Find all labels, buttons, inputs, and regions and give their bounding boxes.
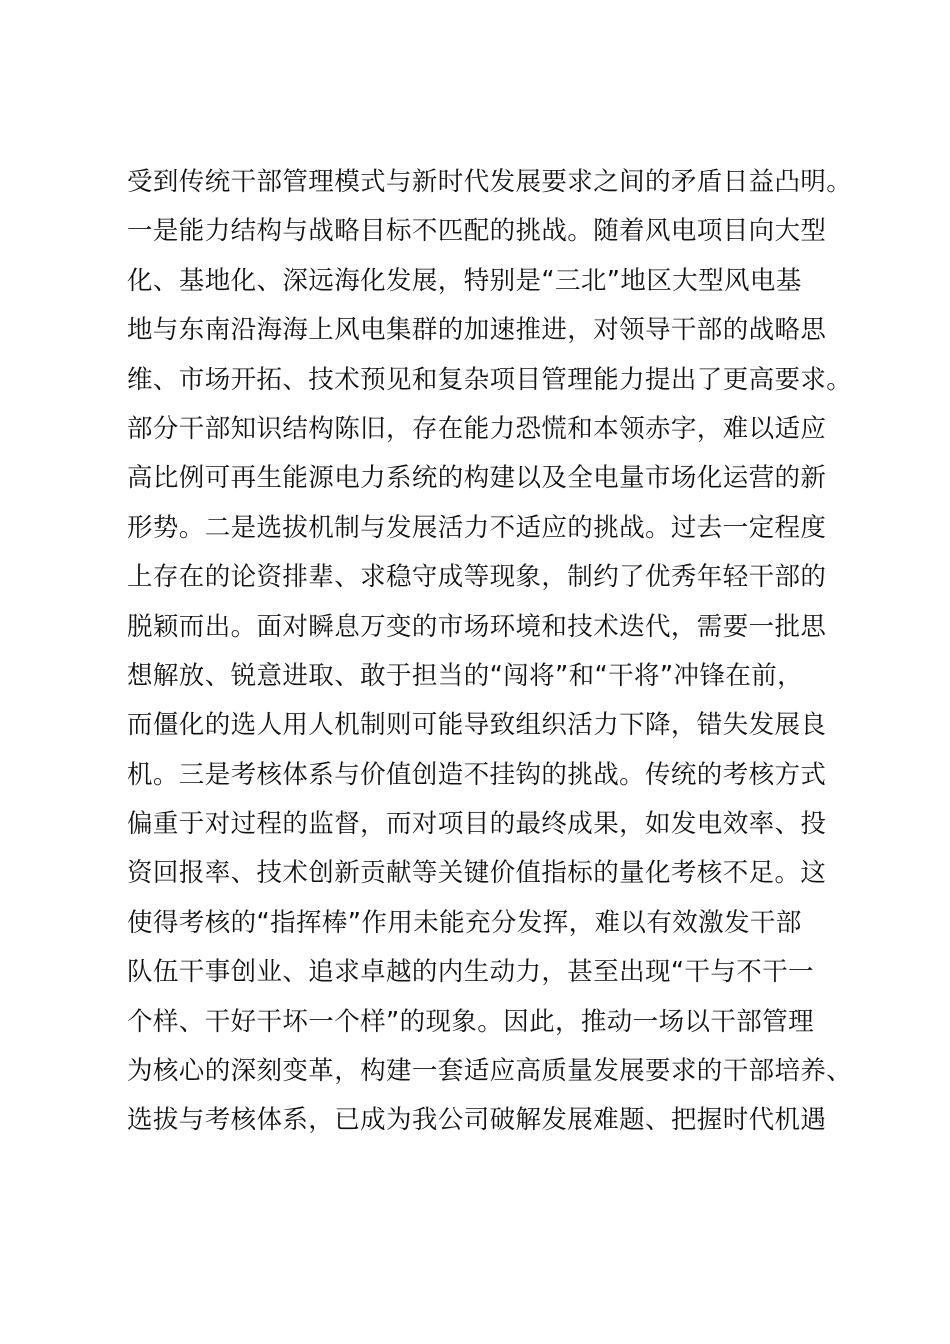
body-paragraph — [127, 158, 867, 1146]
text-line: 想解放、锐意进取、敢于担当的“闯将”和“干将”冲锋在前， — [127, 660, 804, 691]
text-line: 形势。二是选拔机制与发展活力不适应的挑战。过去一定程度 — [127, 512, 827, 543]
text-line: 机。三是考核体系与价值创造不挂钩的挑战。传统的考核方式 — [127, 759, 827, 790]
text-line: 而僵化的选人用人机制则可能导致组织活力下降，错失发展良 — [127, 710, 827, 741]
text-line: 上存在的论资排辈、求稳守成等现象，制约了优秀年轻干部的 — [127, 562, 827, 593]
text-line: 化、基地化、深远海化发展，特别是“三北”地区大型风电基 — [127, 265, 802, 296]
text-line: 脱颖而出。面对瞬息万变的市场环境和技术迭代，需要一批思 — [127, 611, 827, 642]
text-line: 队伍干事创业、追求卓越的内生动力，甚至出现“干与不干一 — [127, 957, 815, 988]
text-line: 使得考核的“指挥棒”作用未能充分发挥，难以有效激发干部 — [127, 907, 802, 938]
text-line: 高比例可再生能源电力系统的构建以及全电量市场化运营的新 — [127, 463, 827, 494]
text-line: 个样、干好干坏一个样”的现象。因此，推动一场以干部管理 — [127, 1006, 815, 1037]
text-line: 选拔与考核体系，已成为我公司破解发展难题、把握时代机遇 — [127, 1105, 827, 1136]
text-line: 为核心的深刻变革，构建一套适应高质量发展要求的干部培养、 — [127, 1056, 853, 1087]
text-line: 部分干部知识结构陈旧，存在能力恐慌和本领赤字，难以适应 — [127, 413, 827, 444]
text-line: 受到传统干部管理模式与新时代发展要求之间的矛盾日益凸明。 — [127, 167, 853, 197]
text-line: 资回报率、技术创新贡献等关键价值指标的量化考核不足。这 — [127, 858, 827, 889]
text-line: 偏重于对过程的监督，而对项目的最终成果，如发电效率、投 — [127, 809, 827, 840]
text-line: 维、市场开拓、技术预见和复杂项目管理能力提出了更高要求。 — [127, 364, 853, 395]
text-line: 地与东南沿海海上风电集群的加速推进，对领导干部的战略思 — [127, 315, 827, 346]
text-line: 一是能力结构与战略目标不匹配的挑战。随着风电项目向大型 — [127, 216, 827, 247]
